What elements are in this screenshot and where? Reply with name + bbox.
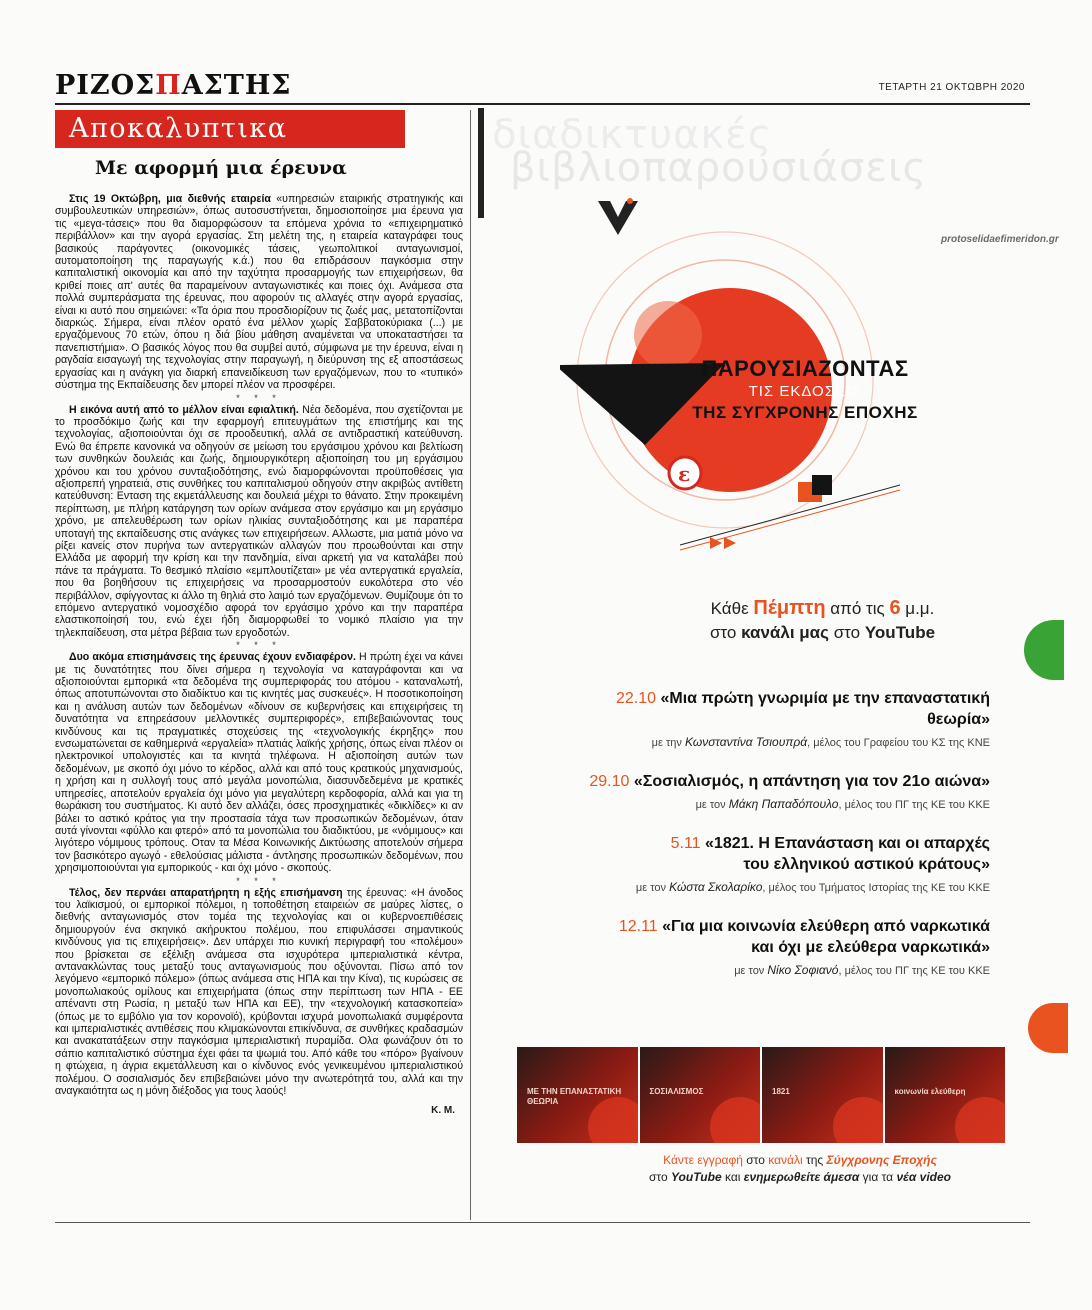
- column-divider: [470, 110, 471, 1220]
- event-title: «Για μια κοινωνία ελεύθερη από ναρκωτικά: [662, 918, 990, 935]
- event-title-cont: του ελληνικού αστικού κράτους»: [743, 856, 990, 873]
- ad-background-subtitle: βιβλιοπαρουσιάσεις: [510, 145, 927, 191]
- article-paragraph-4: Τέλος, δεν περνάει απαρατήρητη η εξής επισήμανση της έρευνας: «Η άνοδος του λαϊκισμού, οι εμπορικοί πόλεμοι, η τοποθέτηση εταιρειών σε μαύρες λίστες, ο διεθνής ανταγωνισμός στον τομέα της τεχνολογίας και οι κυβερνοεπιθέσεις δημιουργούν ένα σκηνικό ακήρυκτου πολέμου, που επιφυλάσσει σημαντικούς κινδύνους για τις επιχειρήσεις». Δεν υπάρχει πιο κυνική περιγραφή του «πολέμου» που βρίσκεται σε εξέλιξη ανάμεσα στα ισχυρότερα ιμπεριαλιστικά κέντρα, αντανακλώντας τους μεταξύ τους ανταγωνισμούς που οξύνονται. Πίσω από τον λεγόμενο «εμπορικό πόλεμο» (όπως ανάμεσα στις ΗΠΑ και την Κίνα), τις κυρώσεις σε μονοπωλιακούς ομίλους και επιχειρήματα (όπως στην περίπτωση των ΗΠΑ - ΕΕ απέναντι στη Ρωσία, η μεταξύ των ΗΠΑ και ΕΕ), την «τεχνολογική κατασκοπεία» (όπως με το εμβόλιο για τον κορονοϊό), κρύβονται ισχυρά μονοπωλιακά συμφέροντα και ιμπεριαλιστικές αντιθέσεις που κλιμακώνονται επικίνδυνα, σε συνθήκες κραδασμών και ανακατατάξεων στην παγκόσμια ιμπεριαλιστική πυραμίδα. Ολα φωνάζουν ότι το σάπιο καπιταλιστικό σύστημα έχει φάει τα ψωμιά του. Από κάθε του «πόρο» βγαίνουν η φτώχεια, η άγρια εκμετάλλευση και ο κίνδυνος ενός γενικευμένου ιμπεριαλιστικού πολέμου. Ο σοσιαλισμός δεν επιβεβαιώνει μόνο την ανωτερότητά του, αλλά και την αναγκαιότητα ως η μόνη διέξοδος για τους λαούς!: [55, 886, 463, 1098]
- video-thumbnail: ΣΟΣΙΑΛΙΣΜΟΣ: [640, 1047, 761, 1143]
- v-mark-icon: [598, 201, 638, 235]
- event-date: 5.11: [670, 835, 701, 852]
- video-thumbnail: ΜΕ ΤΗΝ ΕΠΑΝΑΣΤΑΤΙΚΗ ΘΕΩΡΙΑ: [517, 1047, 638, 1143]
- article-paragraph-1: Στις 19 Οκτώβρη, μια διεθνής εταιρεία «υπηρεσιών εταιρικής στρατηγικής και συμβουλευτικών υπηρεσιών», όπως αυτοσυστήνεται, δημοσιοποίησε μια έρευνα για τις «μεγα-τάσεις» που θα διαμορφώσουν τα επόμενα χρόνια το «επιχειρηματικό περιβάλλον» και την αγορά εργασίας. Στη μελέτη της, η εταιρεία καταγράφει τους βασικούς παράγοντες (οικονομικές τάσεις, γεωπολιτικοί ανταγωνισμοί, αυτοματοποίηση της παραγωγής κ.ά.) που θα επιδράσουν παγκόσμια στην καπιταλιστική οικονομία και από την ταχύτητα προσαρμογής των επιχειρήσεων, θα κριθεί ποιες απ' αυτές θα παραμείνουν ανταγωνιστικές και ποιες όχι. Ανάμεσα στα πολλά συμπεράσματα της έρευνας, που αφορούν τις αλλαγές στην αγορά εργασίας, είναι κι αυτό που σημειώνει: «Τα όρια που προσδιορίζουν τις ζωές μας, μετατοπίζονται διαρκώς. Σήμερα, είναι πλέον ορατό ένα μέλλον χωρίς Σαββατοκύριακα (...) με εργαζόμενους 70 ετών, όπου η διά βίου μάθηση αναμένεται να υποκαταστήσει τα πανεπιστήμια». Ο βασικός λόγος που θα συμβεί αυτό, σύμφωνα με την έρευνα, είναι η ραγδαία εισαγωγή της τεχνολογίας στην παραγωγή, η διεύρυνση της εξ αποστάσεως εργασίας και η ανάγκη για διαρκή επανειδίκευση των εργαζόμενων, που το «τυπικό» σύστημα της Εκπαίδευσης δεν μπορεί πλέον να προσφέρει.: [55, 193, 463, 392]
- event-date: 29.10: [589, 773, 630, 790]
- event-item: [520, 771, 990, 811]
- event-title: «Μια πρώτη γνωριμία με την επαναστατική: [660, 690, 990, 707]
- video-thumbnails: [517, 1047, 1005, 1143]
- event-speaker: με την Κωνσταντίνα Τσιουπρά, μέλος του Γραφείου του ΚΣ της ΚΝΕ: [651, 735, 990, 749]
- author-signature: Κ. Μ.: [431, 1105, 455, 1117]
- source-watermark: protoselidaefimeridon.gr: [941, 234, 1059, 245]
- poster-text: [640, 356, 970, 423]
- video-thumbnail: 1821: [762, 1047, 883, 1143]
- poster-line-2: ΤΙΣ ΕΚΔΟΣΕΙΣ: [748, 383, 862, 400]
- svg-text:ε: ε: [678, 462, 691, 486]
- section-rubric: Αποκαλυπτικα: [55, 110, 405, 148]
- poster-line-3: ΤΗΣ ΣΥΓΧΡΟΝΗΣ ΕΠΟΧΗΣ: [692, 403, 918, 422]
- video-thumbnail: κοινωνία ελεύθερη: [885, 1047, 1006, 1143]
- subscribe-callout: Κάντε εγγραφή στο κανάλι της Σύγχρονης Εποχής στο YouTube και ενημερωθείτε άμεσα για τα νέα video: [648, 1153, 952, 1184]
- event-item: [520, 833, 990, 894]
- edge-tab-orange: [1028, 1003, 1068, 1053]
- event-title: «Σοσιαλισμός, η απάντηση για τον 21ο αιώνα»: [633, 773, 990, 790]
- issue-date: ΤΕΤΑΡΤΗ 21 ΟΚΤΩΒΡΗ 2020: [878, 82, 1025, 93]
- event-speaker: με τον Κώστα Σκολαρίκο, μέλος του Τμήματος Ιστορίας της ΚΕ του ΚΚΕ: [635, 880, 990, 894]
- event-title-cont: και όχι με ελεύθερα ναρκωτικά»: [751, 939, 990, 956]
- poster-line-1: ΠΑΡΟΥΣΙΑΖΟΝΤΑΣ: [701, 356, 909, 381]
- event-item: [520, 688, 990, 749]
- section-separator: * * *: [236, 640, 282, 651]
- event-date: 12.11: [618, 918, 658, 935]
- article-paragraph-3: Δυο ακόμα επισημάνσεις της έρευνας έχουν ενδιαφέρον. Η πρώτη έχει να κάνει με τις δυνατότητες που δίνει σήμερα η τεχνολογία να καταγράφονται και να αξιοποιούνται εμπορικά «τα δεδομένα της συμπεριφοράς του ατόμου - καταναλωτή, όπως αποτυπώνονται στο διαδίκτυο και τις κινητές μας συσκευές». Η ποσοτικοποίηση και η ανάλυση αυτών των δεδομένων «δίνουν σε κυβερνήσεις και επιχειρήσεις τη δυνατότητα να επηρεάσουν μελλοντικές συμπεριφορές», επιβεβαιώνοντας τους κινδύνους και τις πραγματικές στοχεύσεις της «τεχνολογικής έκρηξης» που ενσωματώνεται σε καθημερινά «εργαλεία» πλατιάς λαϊκής χρήσης, όπως είναι πλέον οι ηλεκτρονικοί υπολογιστές και τα κινητά τηλέφωνα. Η αξιοποίηση αυτών των δεδομένων, με σκοπό όχι μόνο το κέρδος, αλλά και από τους κρατικούς μηχανισμούς, η χρήση και η συλλογή τους από μεγάλα μονοπώλια, διασυνδεδεμένα με κρατικές υπηρεσίες, αποτελούν εργαλεία όχι μόνο για μεγαλύτερη κερδοφορία, αλλά και για τη θωράκιση του συστήματος. Κι αυτό δεν αλλάζει, όσες προσχηματικές «δικλίδες» κι αν βάλει το αστικό κράτος για την προστασία τάχα των προσωπικών δεδομένων, όταν αυτά γίνονται «φύλλο και φτερό» από τα μονοπώλια του διαδικτύου, με «νόμιμους» και λιγότερο νόμιμους τρόπους. Οταν τα Μέσα Κοινωνικής Δικτύωσης αποτελούν σήμερα τον βασικότερο αγωγό - εθελούσιας μάλιστα - άντλησης προσωπικών δεδομένων, που χρησιμοποιούνται για εμπορικούς - και όχι μόνο - σκοπούς.: [55, 651, 463, 875]
- article-headline: Με αφορμή μια έρευνα: [95, 157, 347, 179]
- event-title: «1821. Η Επανάσταση και οι απαρχές: [705, 835, 990, 852]
- event-speaker: με τον Νίκο Σοφιανό, μέλος του ΠΓ της ΚΕ του ΚΚΕ: [734, 963, 990, 977]
- event-date: 22.10: [615, 690, 657, 707]
- newspaper-logo: ΡΙΖΟΣΠΑΣΤΗΣ: [55, 70, 292, 101]
- section-separator: * * *: [236, 875, 282, 886]
- event-title-cont: θεωρία»: [927, 711, 990, 728]
- event-list: [520, 688, 990, 999]
- event-item: [520, 916, 990, 977]
- schedule-line-2: στο κανάλι μας στο YouTube: [709, 623, 936, 642]
- event-speaker: με τον Μάκη Παπαδόπουλο, μέλος του ΠΓ της ΚΕ του ΚΚΕ: [695, 797, 990, 811]
- article-column: [55, 110, 463, 1116]
- article-paragraph-2: Η εικόνα αυτή από το μέλλον είναι εφιαλτική. Νέα δεδομένα, που σχετίζονται με το προσδόκιμο ζωής και την εφαρμογή επιτευγμάτων της επιστήμης και της τεχνολογίας, αξιοποιούνται όχι σε προοδευτική, αλλά σε αντιδραστική κατεύθυνση. Ενώ θα έπρεπε κανονικά να οδηγούν σε μείωση του εργάσιμου χρόνου και βελτίωση των συνθηκών δουλειάς και ζωής, δημιουργικότερη αξιοποίηση του μη εργάσιμου χρόνου και του χρόνου συνταξιοδότησης, ενώ διαμορφώνονται προϋποθέσεις για αξιοπρεπή γηρατειά, στις συνθήκες του καπιταλισμού οδηγούν στην ακριβώς αντίθετη κατεύθυνση: Ενταση της εκμετάλλευσης και δουλειά μέχρι το θάνατο. Στην προκειμένη περίπτωση, με πλήρη κατάργηση των ορίων ανάμεσα στον εργάσιμο και μη εργάσιμο χρόνο, με απελευθέρωση των ορίων ηλικίας συνταξιοδότησης και με παραπέρα υποταγή της εκπαίδευσης στις ανάγκες των επιχειρήσεων. Αλλωστε, μια ματιά μόνο να ρίξει κανείς στον πυρήνα των αντεργατικών αλλαγών που προωθούνται και στην Ελλάδα με αφορμή την κρίση και την πανδημία, είναι αρκετή για να καταλάβει πού πάνε τα πράγματα. Το θεσμικό πλαίσιο «εμπλουτίζεται» με νέα αντεργατικά εργαλεία, που θα βοηθήσουν τις επιχειρήσεις να προσαρμοστούν ευκολότερα στο νέο περιβάλλον, σφίγγοντας κι άλλο τη θηλιά στο λαιμό των εργαζόμενων. Θυμίζουμε ότι το επόμενο αντεργατικό νομοσχέδιο αφορά τον εργάσιμο χρόνο και την παραπέρα ελαστικοποίησή του, ενώ έχει ήδη διαμορφωθεί το νομικό πλαίσιο για την τηλεκπαίδευση, στα μέτρα βέβαια των εργοδοτών.: [55, 403, 463, 639]
- footer-rule: [55, 1222, 1030, 1223]
- ad-accent-bar: [478, 108, 484, 218]
- schedule-line-1: Κάθε Πέμπτη από τις 6 μ.μ.: [710, 597, 935, 619]
- ad-background-title: διαδικτυακές: [492, 112, 773, 158]
- edge-tab-green: [1024, 620, 1064, 680]
- section-separator: * * *: [236, 392, 282, 403]
- masthead: [55, 70, 1025, 104]
- broadcast-schedule: [650, 596, 995, 645]
- masthead-rule: [55, 103, 1030, 105]
